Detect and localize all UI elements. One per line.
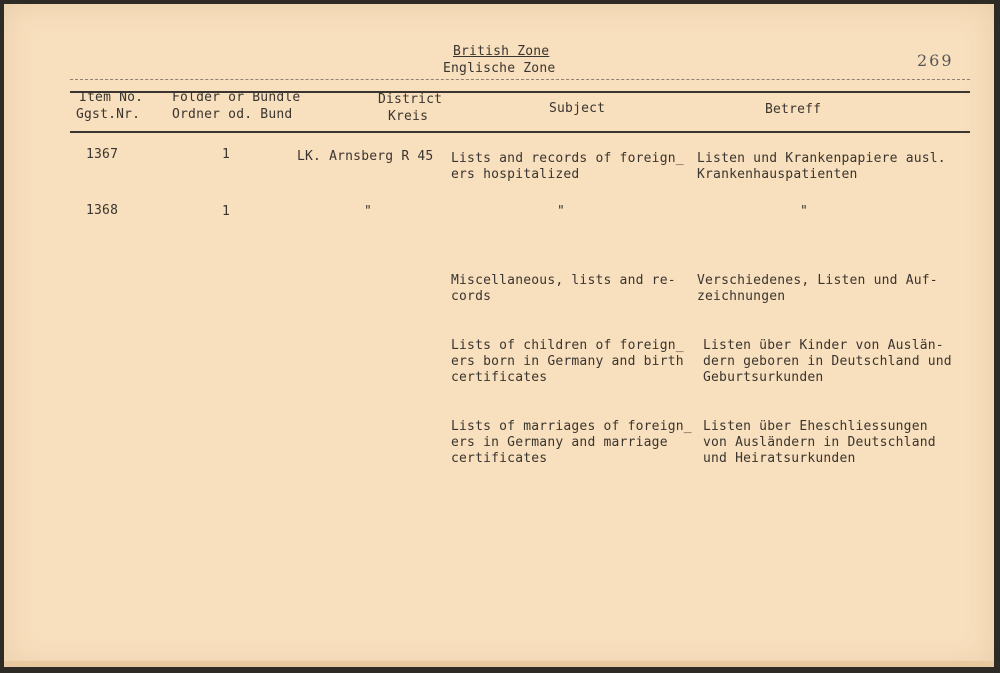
betreff-line: Geburtsurkunden xyxy=(703,370,824,385)
header-bottom-rule xyxy=(70,131,970,133)
subject-line: Lists of marriages of foreign_ xyxy=(451,419,692,434)
subject-line: certificates xyxy=(451,370,548,385)
betreff-line: zeichnungen xyxy=(697,289,786,304)
betreff-line: Listen über Eheschliessungen xyxy=(703,419,928,434)
item-number: 1367 xyxy=(86,147,119,162)
zone-title-english: British Zone xyxy=(453,44,550,59)
subject-line: ers born in Germany and birth xyxy=(451,354,684,369)
betreff-ditto: " xyxy=(800,204,809,219)
district-ditto: " xyxy=(364,204,373,219)
subject-line: ers in Germany and marriage xyxy=(451,435,668,450)
col-subject: Subject xyxy=(549,101,606,116)
folder-number: 1 xyxy=(222,204,231,219)
col-district-de: Kreis xyxy=(388,109,429,124)
subject-line: Lists and records of foreign_ xyxy=(451,151,684,166)
subject-line: Lists of children of foreign_ xyxy=(451,338,684,353)
betreff-line: Listen über Kinder von Auslän- xyxy=(703,338,944,353)
col-item-no-de: Ggst.Nr. xyxy=(76,107,141,122)
subject-ditto: " xyxy=(557,204,566,219)
betreff-line: Listen und Krankenpapiere ausl. xyxy=(697,151,946,166)
col-item-no-en: Item No. xyxy=(79,90,144,105)
top-dashed-rule xyxy=(70,79,970,80)
betreff-line: Verschiedenes, Listen und Auf- xyxy=(697,273,938,288)
betreff-line: und Heiratsurkunden xyxy=(703,451,856,466)
col-district-en: District xyxy=(378,92,443,107)
betreff-line: dern geboren in Deutschland und xyxy=(703,354,952,369)
col-folder-en: Folder or Bundle xyxy=(172,90,301,105)
col-betreff: Betreff xyxy=(765,102,822,117)
col-folder-de: Ordner od. Bund xyxy=(172,107,293,122)
folder-number: 1 xyxy=(222,147,231,162)
betreff-line: Krankenhauspatienten xyxy=(697,167,858,182)
subject-line: ers hospitalized xyxy=(451,167,580,182)
subject-line: certificates xyxy=(451,451,548,466)
zone-title-german: Englische Zone xyxy=(443,61,556,76)
betreff-line: von Ausländern in Deutschland xyxy=(703,435,936,450)
item-number: 1368 xyxy=(86,203,119,218)
subject-line: cords xyxy=(451,289,492,304)
subject-line: Miscellaneous, lists and re- xyxy=(451,273,676,288)
district-cell: LK. Arnsberg R 45 xyxy=(297,149,434,164)
page-bottom-edge xyxy=(4,661,994,667)
page-number: 269 xyxy=(917,51,954,70)
document-page xyxy=(4,4,994,667)
